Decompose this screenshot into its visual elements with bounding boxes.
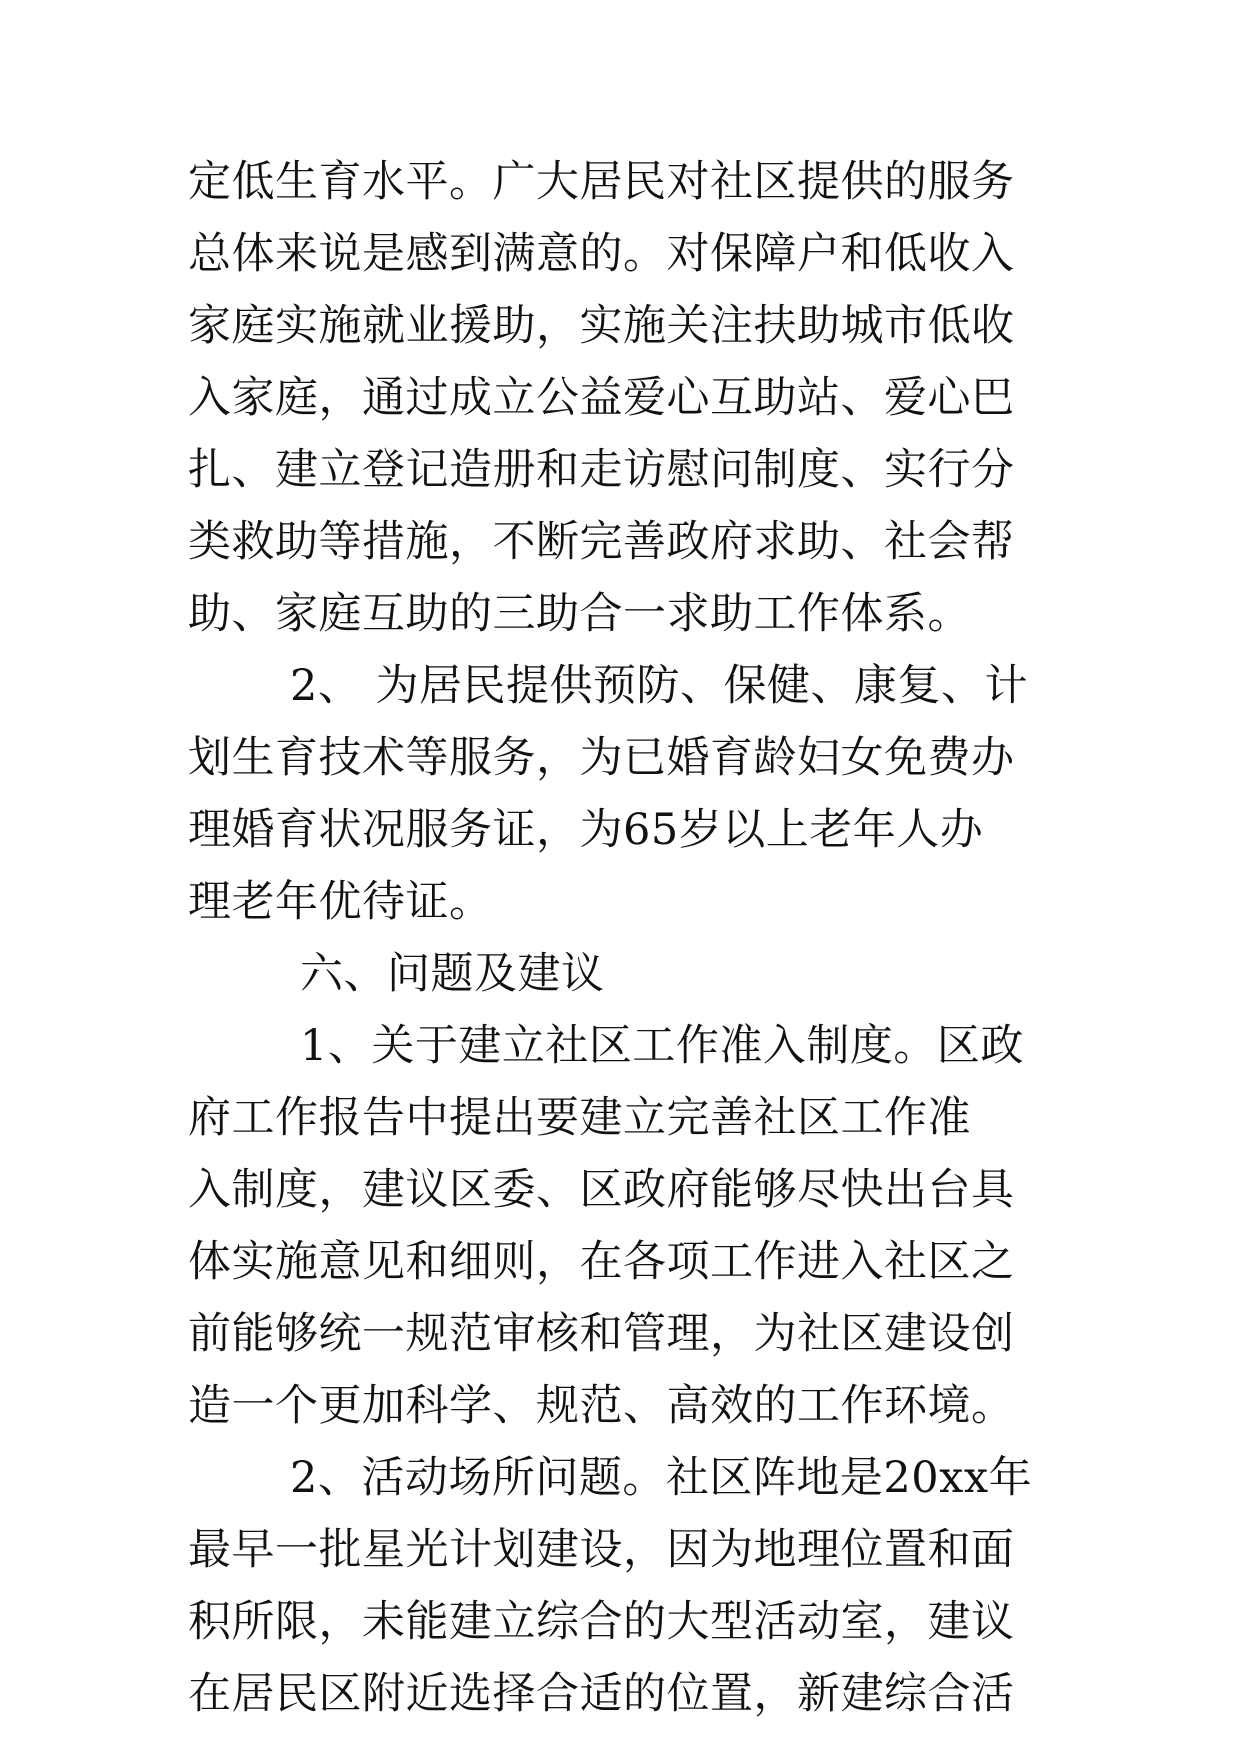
text-line: 理老年优待证。: [188, 877, 493, 927]
text-line: 划生育技术等服务，为已婚育龄妇女免费办: [188, 733, 1015, 783]
text-line: 1、关于建立社区工作准入制度。区政: [300, 1021, 1024, 1071]
text-line: 最早一批星光计划建设，因为地理位置和面: [188, 1525, 1015, 1575]
text-line: 前能够统一规范审核和管理，为社区建设创: [188, 1309, 1015, 1359]
text-line: 助、家庭互助的三助合一求助工作体系。: [188, 589, 971, 639]
text-line: 入家庭，通过成立公益爱心互助站、爱心巴: [188, 373, 1015, 423]
text-line: 家庭实施就业援助，实施关注扶助城市低收: [188, 301, 1015, 351]
text-line: 在居民区附近选择合适的位置，新建综合活: [188, 1669, 1015, 1719]
section-heading: 六、问题及建议: [300, 949, 605, 999]
text-line: 2、活动场所问题。社区阵地是20xx年: [290, 1453, 1033, 1503]
text-line: 类救助等措施，不断完善政府求助、社会帮: [188, 517, 1015, 567]
text-line: 积所限，未能建立综合的大型活动室，建议: [188, 1597, 1015, 1647]
text-line: 府工作报告中提出要建立完善社区工作准: [188, 1093, 971, 1143]
text-line: 扎、建立登记造册和走访慰问制度、实行分: [188, 445, 1015, 495]
text-line: 造一个更加科学、规范、高效的工作环境。: [188, 1381, 1015, 1431]
text-line: 入制度，建议区委、区政府能够尽快出台具: [188, 1165, 1015, 1215]
text-line: 定低生育水平。广大居民对社区提供的服务: [188, 157, 1015, 207]
text-line: 2、 为居民提供预防、保健、康复、计: [290, 661, 1029, 711]
text-line: 理婚育状况服务证，为65岁以上老年人办: [188, 805, 984, 855]
text-line: 体实施意见和细则，在各项工作进入社区之: [188, 1237, 1015, 1287]
text-line: 总体来说是感到满意的。对保障户和低收入: [188, 229, 1015, 279]
